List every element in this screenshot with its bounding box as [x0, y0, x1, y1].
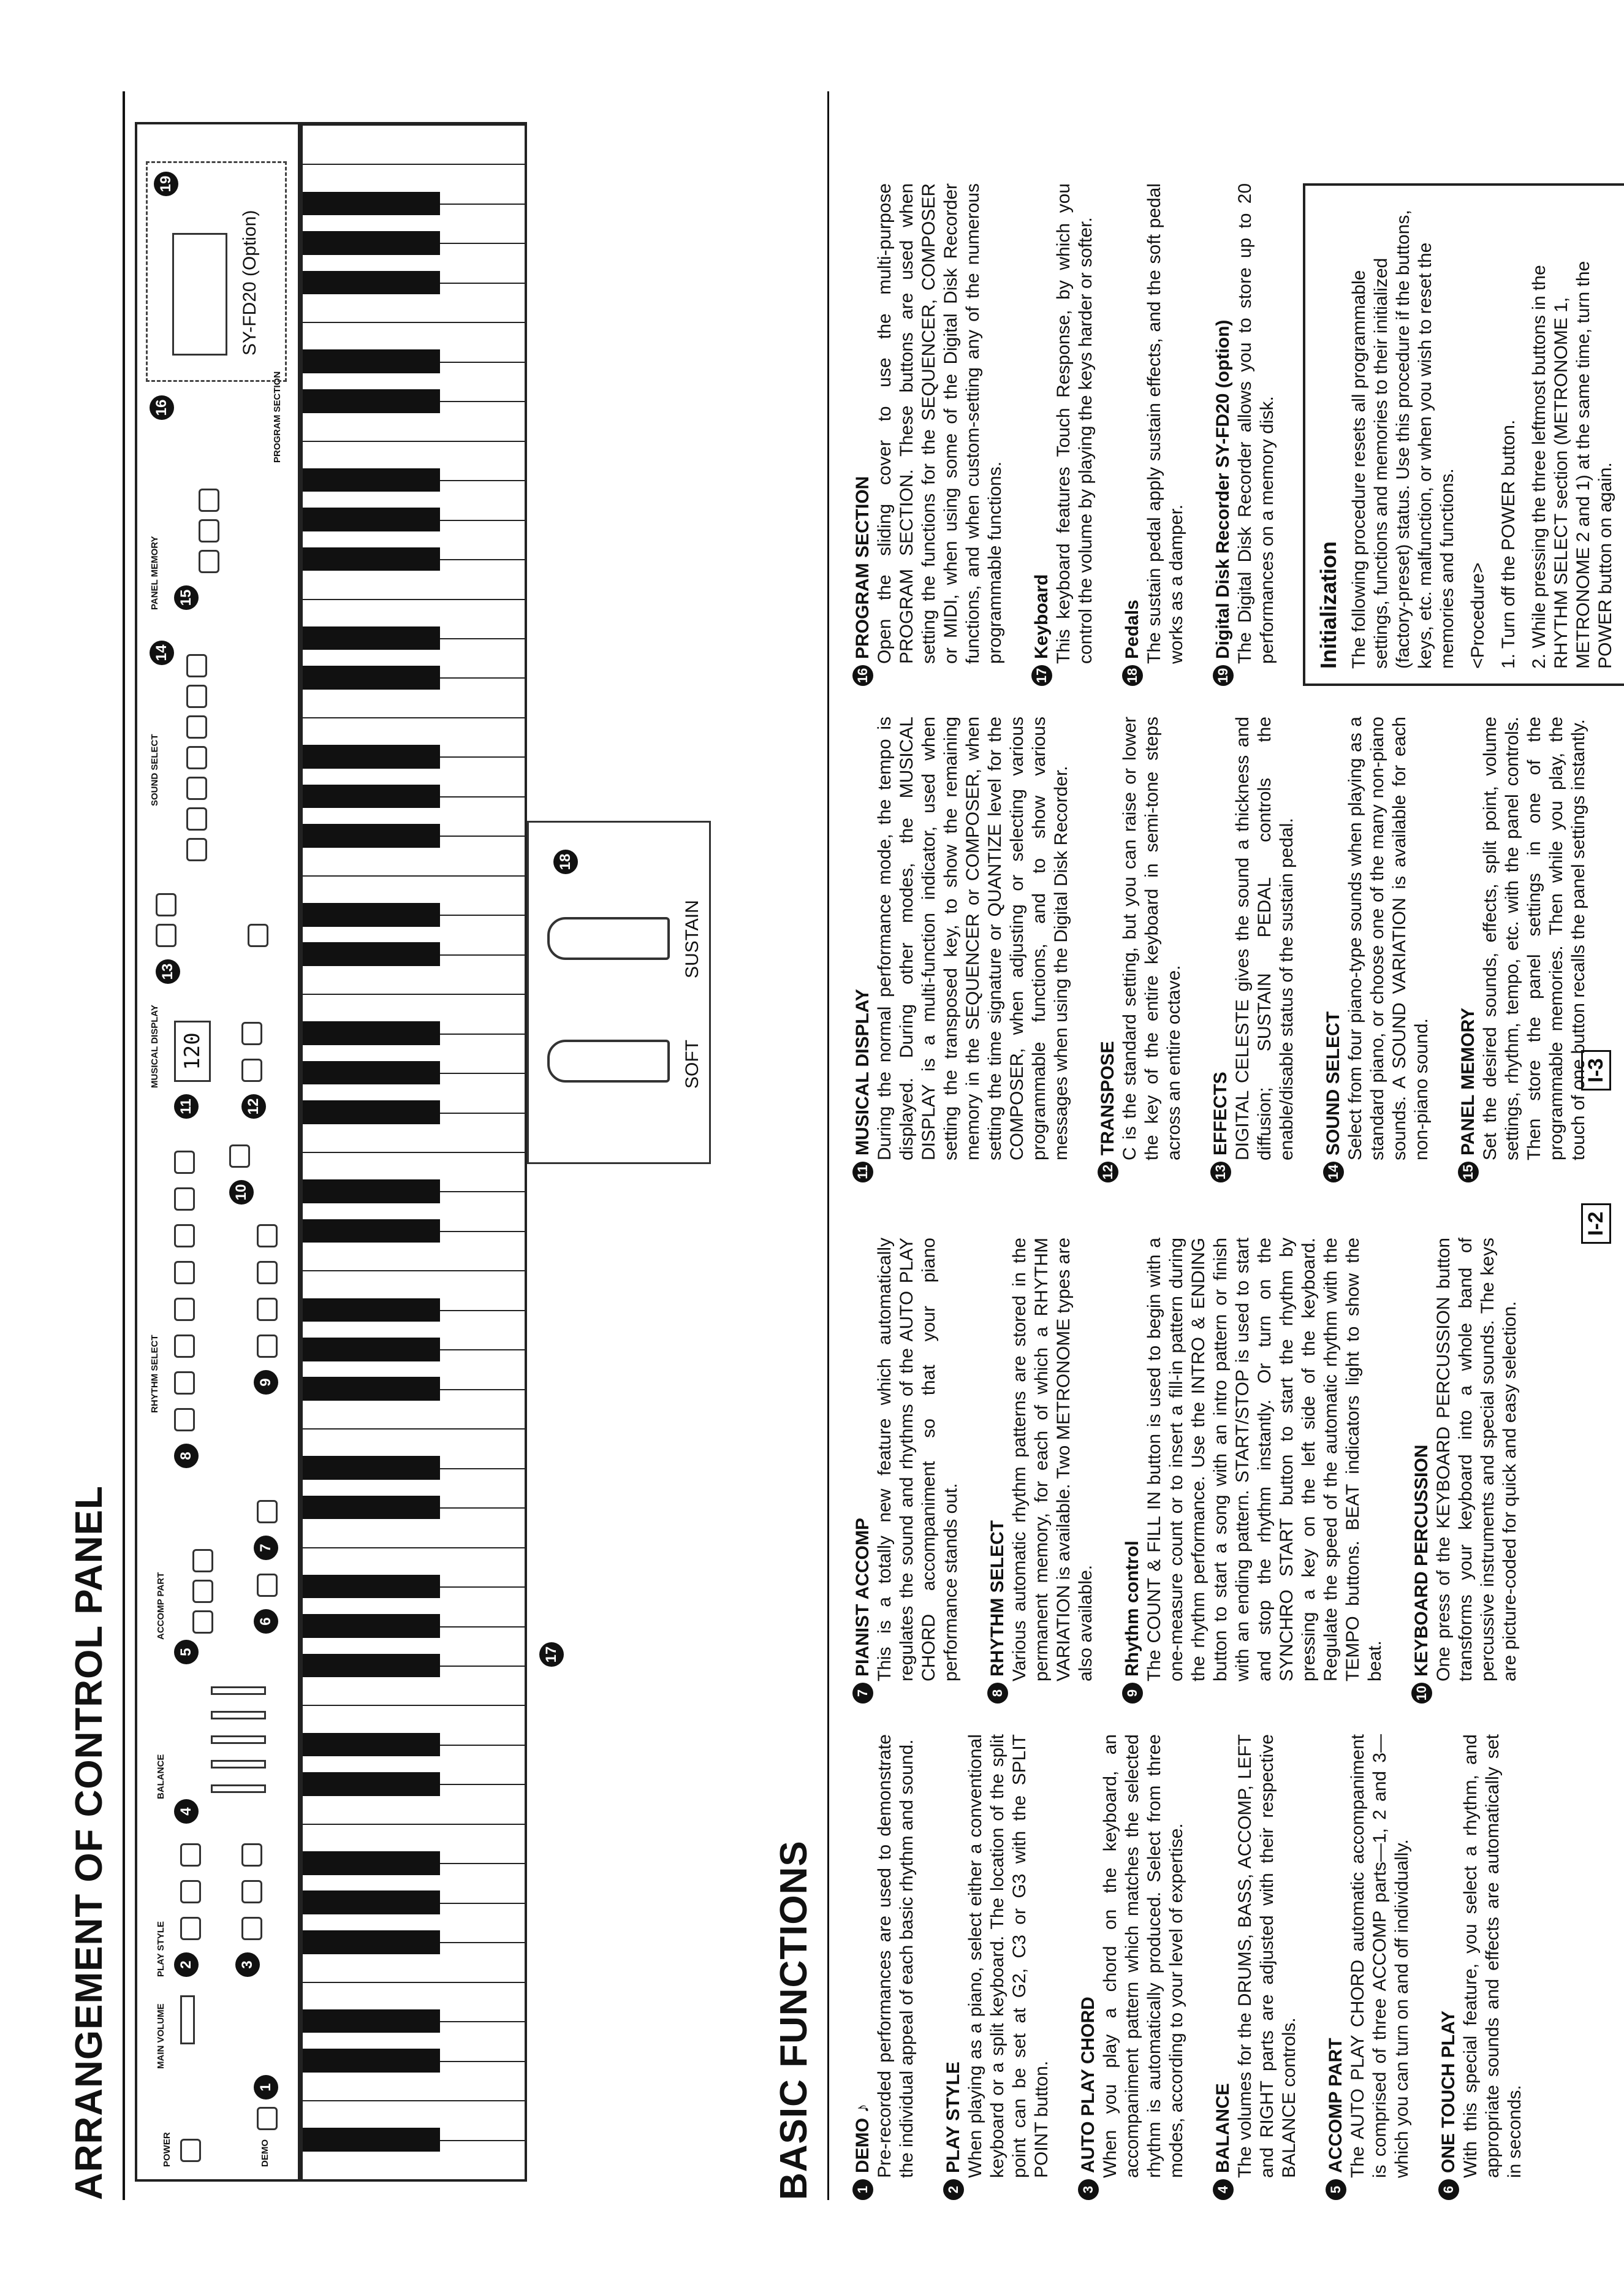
initialization-body: The following procedure resets all programmable settings, functions and memories to their initialized (factory-preset) status. Use this procedure if the buttons, keys, etc. malfunction, or when you wish to reset the memories and functions. — [1349, 210, 1457, 669]
panel-label-power: POWER — [162, 2132, 172, 2167]
function-heading — [852, 1238, 874, 1704]
function-item — [1097, 717, 1185, 1182]
function-description: Various automatic rhythm patterns are stored in the permanent memory, for each of which a RHYTHM VARIATION is available. Two METRONOME types are also available. — [1009, 1238, 1096, 1681]
callout-3: 3 — [235, 1952, 260, 1977]
keyboard — [300, 122, 527, 2182]
panel-label-panel-memory: PANEL MEMORY — [150, 536, 160, 610]
function-title: MUSICAL DISPLAY — [852, 989, 873, 1156]
sound-button-7[interactable] — [186, 654, 207, 677]
callout-9: 9 — [254, 1370, 278, 1395]
text-column-3 — [852, 717, 1614, 1182]
function-description: With this special feature, you select a rhythm, and appropriate sounds and effects are automatically set in seconds. — [1460, 1734, 1525, 2178]
black-key[interactable] — [303, 1575, 440, 1599]
accomp-part-3-button[interactable] — [192, 1549, 213, 1572]
function-heading — [1212, 183, 1234, 686]
function-title: PIANIST ACCOMP — [852, 1518, 873, 1677]
auto-play-chord-button-1[interactable] — [241, 1917, 262, 1940]
panel-label-program-section: PROGRAM SECTION — [272, 371, 283, 463]
function-item — [1077, 1734, 1188, 2200]
function-heading — [1097, 717, 1119, 1182]
black-key[interactable] — [303, 271, 440, 295]
black-key[interactable] — [303, 1061, 440, 1085]
black-key[interactable] — [303, 1456, 440, 1480]
black-key[interactable] — [303, 1733, 440, 1757]
function-title: ACCOMP PART — [1326, 2038, 1346, 2173]
function-title: PLAY STYLE — [943, 2062, 963, 2173]
function-title: BALANCE — [1213, 2083, 1233, 2173]
auto-play-chord-button-2[interactable] — [241, 1880, 262, 1903]
function-number: 17 — [1031, 665, 1052, 686]
demo-button[interactable] — [257, 2107, 278, 2130]
callout-7: 7 — [254, 1536, 278, 1560]
count-fill-in-button[interactable] — [257, 1334, 278, 1358]
function-number: 15 — [1458, 1162, 1479, 1182]
rhythm-button-5[interactable] — [174, 1261, 195, 1284]
function-number: 8 — [987, 1683, 1008, 1704]
soft-pedal[interactable] — [547, 1040, 670, 1083]
text-column-2 — [852, 1238, 1546, 1704]
rhythm-button-3[interactable] — [174, 1334, 195, 1358]
black-key[interactable] — [303, 666, 440, 690]
transpose-down-button[interactable] — [241, 1059, 262, 1082]
function-heading — [1121, 1238, 1144, 1704]
play-style-button-1[interactable] — [180, 1917, 201, 1940]
black-key[interactable] — [303, 1377, 440, 1401]
black-key[interactable] — [303, 468, 440, 492]
rhythm-button-4[interactable] — [174, 1298, 195, 1321]
black-key[interactable] — [303, 626, 440, 650]
function-item — [1438, 1734, 1526, 2200]
function-number: 3 — [1078, 2179, 1099, 2200]
black-key[interactable] — [303, 1930, 440, 1954]
function-heading — [1121, 183, 1144, 686]
balance-slider-bass[interactable] — [211, 1760, 266, 1768]
black-key[interactable] — [303, 903, 440, 927]
function-title: SOUND SELECT — [1323, 1011, 1343, 1156]
black-key[interactable] — [303, 192, 440, 216]
function-title: KEYBOARD PERCUSSION — [1411, 1444, 1432, 1677]
panel-label-accomp-part: ACCOMP PART — [156, 1572, 166, 1640]
function-number: 7 — [852, 1683, 873, 1704]
title-rule — [123, 91, 125, 2200]
black-key[interactable] — [303, 389, 440, 413]
musical-display: 120 — [174, 1021, 211, 1082]
black-key[interactable] — [303, 1021, 440, 1045]
function-heading — [987, 1238, 1009, 1704]
function-heading — [1210, 717, 1232, 1182]
page-number-left: I-2 — [1581, 1203, 1611, 1244]
panel-label-play-style: PLAY STYLE — [156, 1921, 166, 1977]
function-title: RHYTHM SELECT — [987, 1520, 1007, 1677]
function-number: 1 — [852, 2179, 873, 2200]
function-description: The COUNT & FILL IN button is used to begin with a one-measure count or to insert a fill-in pattern during the rhythm performance. Use the INTRO & ENDING button to start a song with an intro pattern or finish with an ending pattern. START/STOP is used to start and stop the rhythm instantly. Or turn on the SYNCHRO START button to start the rhythm by pressing a key on the left side of the keyboard. Regulate the speed of the automatic rhythm with the TEMPO buttons. BEAT indicators light to show the beat. — [1144, 1238, 1385, 1681]
function-description: C is the standard setting, but you can raise or lower the key of the entire keyboard in semi-tone steps across an entire octave. — [1120, 717, 1184, 1160]
page-title: ARRANGEMENT OF CONTROL PANEL — [68, 1485, 110, 2200]
function-item — [1322, 717, 1433, 1182]
tempo-button[interactable] — [248, 924, 268, 947]
callout-6: 6 — [254, 1609, 278, 1634]
function-heading — [852, 1734, 874, 2200]
rhythm-button-1[interactable] — [174, 1408, 195, 1431]
black-key[interactable] — [303, 942, 440, 966]
panel-label-musical-display: MUSICAL DISPLAY — [150, 1005, 160, 1088]
function-item — [943, 1734, 1053, 2200]
function-title: EFFECTS — [1210, 1072, 1231, 1156]
black-key[interactable] — [303, 349, 440, 373]
digital-celeste-button[interactable] — [156, 924, 176, 947]
pianist-accomp-button[interactable] — [257, 1500, 278, 1523]
procedure-step-2: 2. While pressing the three leftmost buttons in the RHYTHM SELECT section (METRONOME 1, METRONOME 2 and 1) at the same time, turn the POWER button on again. — [1529, 261, 1615, 669]
function-item — [1121, 183, 1188, 686]
panel-label-main-volume: MAIN VOLUME — [156, 2003, 166, 2069]
one-touch-play-button[interactable] — [257, 1574, 278, 1597]
page-number-right: I-3 — [1581, 1050, 1611, 1091]
sound-button-6[interactable] — [186, 685, 207, 708]
function-item — [852, 183, 1006, 686]
procedure-label: <Procedure> — [1468, 562, 1488, 669]
function-number: 5 — [1326, 2179, 1346, 2200]
function-number: 9 — [1122, 1683, 1143, 1704]
black-key[interactable] — [303, 1496, 440, 1520]
function-item — [852, 717, 1072, 1182]
function-description: Pre-recorded performances are used to demonstrate the individual appeal of each basic rhythm and sound. — [875, 1734, 917, 2178]
callout-8: 8 — [174, 1444, 199, 1468]
function-title: Pedals — [1122, 600, 1142, 659]
callout-2: 2 — [174, 1952, 199, 1977]
function-item — [1411, 1238, 1521, 1704]
function-number: 19 — [1213, 665, 1234, 686]
memory-button-2[interactable] — [199, 519, 219, 543]
rhythm-button-2[interactable] — [174, 1371, 195, 1395]
sustain-pedal-button[interactable] — [156, 893, 176, 916]
function-heading — [943, 1734, 965, 2200]
initialization-box — [1303, 183, 1624, 686]
black-key[interactable] — [303, 1654, 440, 1678]
function-title: Digital Disk Recorder SY-FD20 (option) — [1213, 319, 1233, 659]
function-description: Set the desired sounds, effects, split point, volume settings, rhythm, tempo, etc. with the panel controls. Then store the panel settings in one of the programmable memories. Then while you play, the touch of one button recalls the panel settings instantly. — [1480, 717, 1588, 1160]
function-number: 18 — [1122, 665, 1143, 686]
function-number: 10 — [1411, 1683, 1432, 1704]
function-number: 4 — [1213, 2179, 1234, 2200]
callout-11: 11 — [174, 1094, 199, 1119]
function-heading — [1077, 1734, 1099, 2200]
accomp-part-1-button[interactable] — [192, 1610, 213, 1634]
panel-label-balance: BALANCE — [156, 1754, 166, 1799]
play-style-button-2[interactable] — [180, 1880, 201, 1903]
function-title: Rhythm control — [1122, 1540, 1142, 1677]
play-style-button-3[interactable] — [180, 1843, 201, 1867]
function-item — [987, 1238, 1097, 1704]
disk-drive-slot[interactable] — [172, 233, 227, 356]
black-key[interactable] — [303, 1179, 440, 1203]
callout-15: 15 — [174, 585, 199, 610]
balance-slider-accomp[interactable] — [211, 1735, 266, 1744]
callout-16: 16 — [150, 395, 174, 420]
function-number: 6 — [1438, 2179, 1459, 2200]
function-description: Open the sliding cover to use the multi-purpose PROGRAM SECTION. These buttons are used when setting the functions for the SEQUENCER, COMPOSER or MIDI, when using some of the Digital Disk Recorder functions, and when custom-setting any of the numerous programmable functions. — [875, 183, 1005, 664]
function-item — [852, 1238, 962, 1704]
function-title: ONE TOUCH PLAY — [1438, 2010, 1459, 2173]
function-heading — [1212, 1734, 1234, 2200]
function-title: PANEL MEMORY — [1458, 1007, 1478, 1156]
memory-button-3[interactable] — [199, 489, 219, 512]
function-description: This is a totally new feature which automatically regulates the sound and rhythms of the AUTO PLAY CHORD accompaniment so that your piano performance stands out. — [875, 1238, 961, 1681]
disk-option-label: SY-FD20 (Option) — [240, 210, 260, 356]
control-panel-figure — [135, 122, 300, 2182]
function-description: The AUTO PLAY CHORD automatic accompaniment is comprised of three ACCOMP parts—1, 2 and 3—which you can turn on and off individually. — [1348, 1734, 1412, 2178]
black-key[interactable] — [303, 1890, 440, 1914]
black-key[interactable] — [303, 1219, 440, 1243]
procedure-step-1: 1. Turn off the POWER button. — [1498, 419, 1519, 669]
panel-label-rhythm-select: RHYTHM SELECT — [150, 1334, 160, 1413]
callout-1: 1 — [254, 2075, 278, 2100]
function-description: The sustain pedal apply sustain effects, and the soft pedal works as a damper. — [1144, 183, 1186, 664]
function-item — [1325, 1734, 1413, 2200]
function-description: The Digital Disk Recorder allows you to store up to 20 performances on a memory disk. — [1235, 183, 1277, 664]
callout-18: 18 — [553, 850, 578, 874]
sound-button-5[interactable] — [186, 715, 207, 739]
black-key[interactable] — [303, 1338, 440, 1361]
function-heading — [852, 717, 874, 1182]
black-key[interactable] — [303, 1298, 440, 1322]
black-key[interactable] — [303, 745, 440, 769]
function-description: One press of the KEYBOARD PERCUSSION button transforms your keyboard into a whole band of percussive instruments and special sounds. The keys are picture-coded for quick and easy selection. — [1433, 1238, 1520, 1681]
function-description: DIGITAL CELESTE gives the sound a thickness and diffusion; SUSTAIN PEDAL controls the enable/disable status of the sustain pedal. — [1232, 717, 1297, 1160]
function-heading — [1438, 1734, 1460, 2200]
synchro-start-button[interactable] — [257, 1224, 278, 1247]
initialization-title: Initialization — [1316, 541, 1341, 669]
rhythm-button-7[interactable] — [174, 1187, 195, 1211]
black-key[interactable] — [303, 508, 440, 531]
sound-button-4[interactable] — [186, 746, 207, 769]
rhythm-button-8[interactable] — [174, 1151, 195, 1174]
function-item — [1121, 1238, 1386, 1704]
basic-functions-title: BASIC FUNCTIONS — [773, 1840, 815, 2200]
function-description: Select from four piano-type sounds when playing as a standard piano, or choose one of the many non-piano sounds. A SOUND VARIATION is available for each non-piano sound. — [1345, 717, 1432, 1160]
sustain-pedal[interactable] — [547, 917, 670, 960]
power-button[interactable] — [180, 2139, 201, 2162]
black-key[interactable] — [303, 1614, 440, 1638]
sound-button-3[interactable] — [186, 777, 207, 800]
callout-13: 13 — [156, 959, 180, 984]
black-key[interactable] — [303, 1772, 440, 1796]
function-number: 12 — [1098, 1162, 1118, 1182]
disk-recorder-option — [146, 161, 287, 382]
black-key[interactable] — [303, 1851, 440, 1875]
function-item — [852, 1734, 918, 2200]
callout-14: 14 — [150, 641, 174, 665]
callout-17: 17 — [539, 1642, 564, 1667]
function-number: 2 — [943, 2179, 964, 2200]
black-key[interactable] — [303, 2049, 440, 2073]
callout-12: 12 — [241, 1094, 266, 1119]
panel-label-sound-select: SOUND SELECT — [150, 734, 160, 806]
function-number: 16 — [852, 665, 873, 686]
soft-pedal-label: SOFT — [682, 1040, 702, 1089]
function-number: 11 — [852, 1162, 873, 1182]
black-key[interactable] — [303, 2009, 440, 2033]
function-item — [1212, 183, 1278, 686]
balance-slider-left[interactable] — [211, 1711, 266, 1719]
callout-19: 19 — [154, 172, 178, 196]
sound-button-2[interactable] — [186, 807, 207, 831]
function-item — [1031, 183, 1097, 686]
function-title: Keyboard — [1031, 574, 1052, 659]
balance-slider-right[interactable] — [211, 1686, 266, 1695]
function-heading — [1031, 183, 1053, 686]
start-stop-button[interactable] — [257, 1261, 278, 1284]
auto-play-chord-button-3[interactable] — [241, 1843, 262, 1867]
function-description: The volumes for the DRUMS, BASS, ACCOMP, LEFT and RIGHT parts are adjusted with their respective BALANCE controls. — [1235, 1734, 1299, 2178]
function-item — [1210, 717, 1298, 1182]
text-column-4 — [852, 183, 1624, 686]
function-description: This keyboard features Touch Response, by which you control the volume by playing the keys harder or softer. — [1053, 183, 1096, 664]
function-title: AUTO PLAY CHORD — [1078, 1997, 1098, 2173]
main-volume-slider[interactable] — [180, 1995, 195, 2044]
function-description: During the normal performance mode, the tempo is displayed. During other modes, the MUSICAL DISPLAY is a multi-function indicator, used when setting the transposed key, to show the remaining memory in the SEQUENCER or COMPOSER, when setting the time signature or QUANTIZE level for the COMPOSER, when adjusting or selecting various programmable functions, and to show various messages when using the Digital Disk Recorder. — [875, 717, 1071, 1160]
transpose-up-button[interactable] — [241, 1022, 262, 1045]
function-item — [1457, 717, 1590, 1182]
callout-10: 10 — [229, 1180, 254, 1205]
rhythm-button-6[interactable] — [174, 1224, 195, 1247]
callout-5: 5 — [174, 1640, 199, 1664]
intro-ending-button[interactable] — [257, 1298, 278, 1321]
panel-label-demo: DEMO — [260, 2139, 270, 2167]
basic-functions-rule — [827, 91, 829, 2200]
callout-4: 4 — [174, 1799, 199, 1824]
function-item — [1212, 1734, 1300, 2200]
function-title: PROGRAM SECTION — [852, 476, 873, 659]
white-key[interactable] — [303, 124, 525, 164]
balance-slider-drums[interactable] — [211, 1784, 266, 1793]
function-number: 13 — [1210, 1162, 1231, 1182]
sound-button-1[interactable] — [186, 838, 207, 861]
text-column-1 — [852, 1734, 1550, 2200]
function-heading — [1411, 1238, 1433, 1704]
function-heading — [852, 183, 874, 686]
function-title: TRANSPOSE — [1098, 1041, 1118, 1156]
black-key[interactable] — [303, 1100, 440, 1124]
function-heading — [1322, 717, 1345, 1182]
black-key[interactable] — [303, 2128, 440, 2152]
function-description: When you play a chord on the keyboard, an accompaniment pattern which matches the selected rhythm is automatically produced. Select from three modes, according to your level of expertise. — [1100, 1734, 1186, 2178]
black-key[interactable] — [303, 547, 440, 571]
function-heading — [1457, 717, 1479, 1182]
function-heading — [1325, 1734, 1347, 2200]
function-number: 14 — [1323, 1162, 1344, 1182]
pedals-figure — [527, 821, 711, 1164]
function-title: DEMO ♪ — [852, 2103, 873, 2173]
accomp-part-2-button[interactable] — [192, 1580, 213, 1603]
keyboard-percussion-button[interactable] — [229, 1144, 250, 1168]
black-key[interactable] — [303, 231, 440, 255]
black-key[interactable] — [303, 785, 440, 809]
sustain-pedal-label: SUSTAIN — [682, 900, 702, 978]
black-key[interactable] — [303, 824, 440, 848]
function-description: When playing as a piano, select either a conventional keyboard or a split keyboard. The location of the split point can be set at G2, C3 or G3 with the SPLIT POINT button. — [965, 1734, 1052, 2178]
memory-button-1[interactable] — [199, 550, 219, 573]
